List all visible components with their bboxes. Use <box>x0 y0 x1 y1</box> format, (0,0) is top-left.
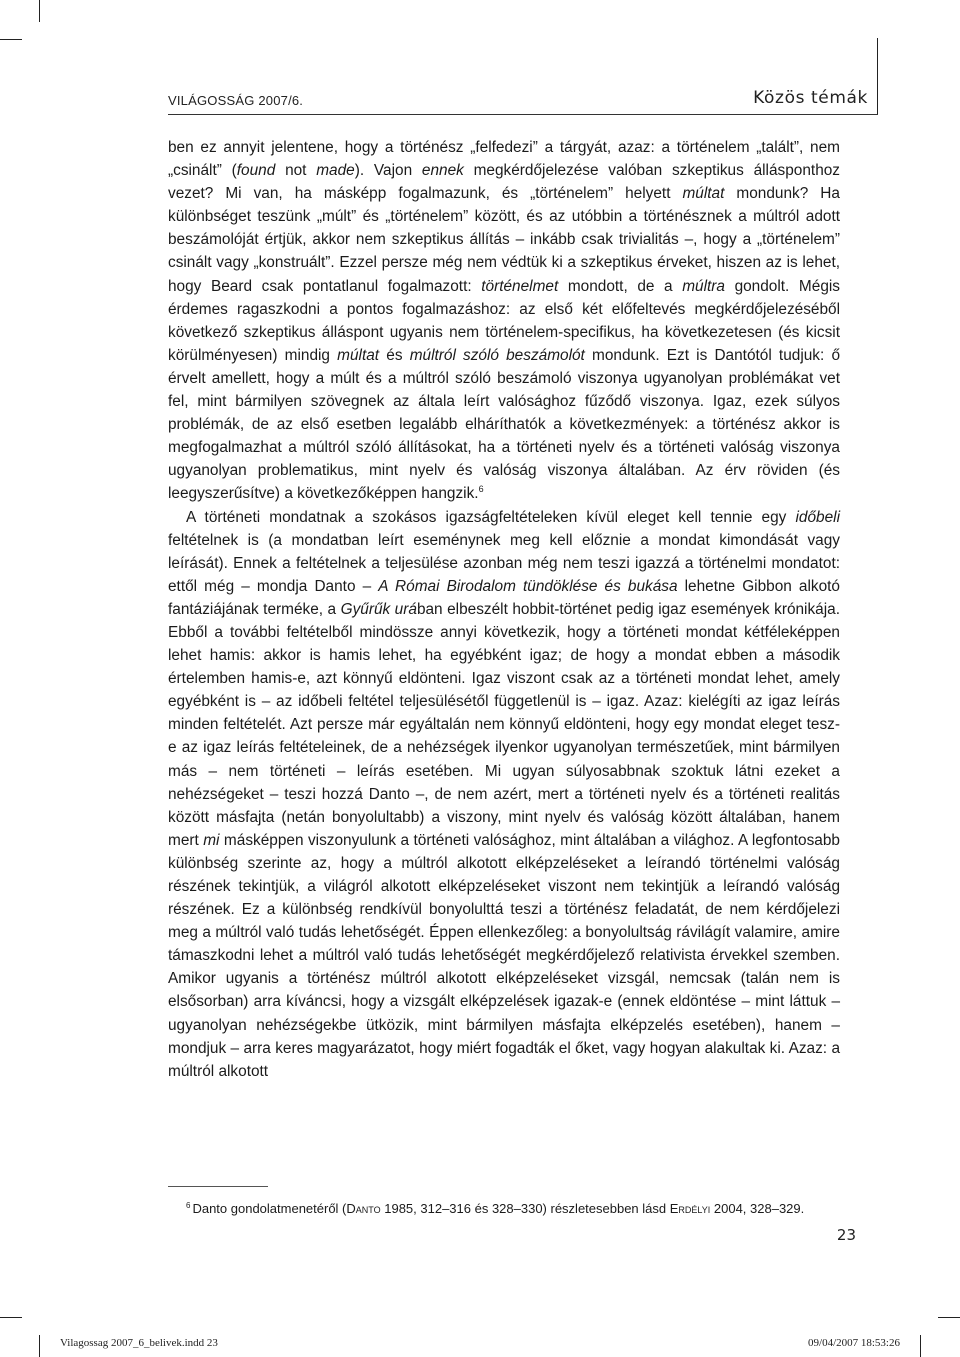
crop-mark <box>877 38 878 114</box>
footnote-number: 6 <box>186 1201 191 1210</box>
footnote-rule <box>168 1186 268 1187</box>
crop-mark <box>39 0 40 22</box>
running-head-journal: VILÁGOSSÁG 2007/6. <box>168 93 304 108</box>
footnote-reference[interactable]: 6 <box>478 484 484 495</box>
footnote: $^6$ Danto gondolatmenetéről (Danto 1985, 312–316 és 328–330) részletesebben lásd Erdélyi 2004, 328–329. <box>186 1201 805 1216</box>
crop-mark <box>0 1317 22 1318</box>
cited-author: Danto <box>346 1201 381 1216</box>
crop-mark <box>920 1335 921 1357</box>
header-rule <box>168 114 878 115</box>
page-number: 23 <box>836 1226 856 1244</box>
cited-author: Erdélyi <box>669 1201 711 1216</box>
paragraph: ben ez annyit jelentene, hogy a történész „felfedezi” a tárgyát, azaz: a történelem „talált”, nem „csinált” (found not made). Vajon ennek megkérdőjelezése valóban szkeptikus állásponthoz vezet? Mi van, ha másképp fogalmazunk, és „történelem” helyett múltat mondunk? Ha különbséget teszünk „múlt” és „történelem” között, és az utóbbin a történésznek a múltról adott beszámolóját értjük, akkor nem szkeptikus állítás – inkább csak trivialitás –, hogy a „történelem” csinált vagy „konstruált”. Ezzel persze még nem védtük ki a szkeptikus érveket, hiszen az is lehet, hogy Beard csak pontatlanul fogalmazott: történelmet mondott, de a múltra gondolt. Mégis érdemes ragaszkodni a pontos fogalmazáshoz: az első két előfeltevés megkérdőjelezéséből következő szkeptikus álláspont ugyanis nem történelem-specifikus, ha következetesen (és kicsit körülményesen) mindig múltat és múltról szóló beszámolót mondunk. Ezt is Dantótól tudjuk: ő érvelt amellett, hogy a múlt és a múltról szóló beszámoló viszonya ugyanolyan problémákat vet fel, mint bármilyen szövegnek az általa leírt valósághoz fűződő viszonya. Igaz, ezek súlyos problémák, de az első esetben legalább elháríthatók a következmények: a történész akkor is megfogalmazhat a múltról szóló állításokat, ha a történeti nyelv és a történeti valóság viszonya ugyanolyan problematikus, mint nyelv és valóság viszonya általában. Az érv röviden (és leegyszerűsítve) a következőképpen hangzik.$^6$ <box>168 139 841 503</box>
running-head-section: Közös témák <box>753 88 868 108</box>
paragraph: A történeti mondatnak a szokásos igazságfeltételeken kívül eleget kell tennie egy időbeli feltételnek is (a mondatban leírt eseménynek meg kell előznie a mondat kimondását vagy leírását). Ennek a feltételnek a teljesülése azonban még nem teszi igazzá a történelmi mondatot: ettől még – mondja Danto – A Római Birodalom tündöklése és bukása lehetne Gibbon alkotó fantáziájának terméke, a Gyűrűk urában elbeszélt hobbit-történet pedig igaz események krónikája. Ebből a további feltételből mindössze annyi következik, hogy a történeti mondat kétféleképpen lehet hamis: akkor is hamis lehet, ha egyébként igaz; de hogy a mondat ebben a második értelemben hamis-e, azt könnyű eldönteni. Igaz viszont csak az a történeti mondat lehet, amely egyébként is – az időbeli feltétel teljesülésétől függetlenül is – igaz. Azaz: kielégíti az igaz leírás minden feltételét. Azt persze már egyáltalán nem könnyű eldönteni, hogy egy mondat eleget tesz-e az igaz leírás feltételeinek, de a nehézségek ilyenkor ugyanolyan természetűek, mint bármilyen más – nem történeti – leírás esetében. Mi ugyan súlyosabbnak szoktuk látni ezeket a nehézségeket – teszi hozzá Danto –, de nem azért, mert a történeti nyelv és a történeti realitás között másfajta (netán bonyolultabb) a viszony, mint nyelv és valóság között általában, hanem mert mi másképpen viszonyulunk a történeti valósághoz, mint általában a világhoz. A legfontosabb különbség szerinte az, hogy a múltról alkotott elképzeléseket a leírandó történelmi valóság részének tekintjük, a világról alkotott elképzeléseket viszont nem tekintjük a leírandó valóság részének. Ez a különbség rendkívül bonyolulttá teszi a történész feladatát, de nem kérdőjelezi meg a múltról való tudás lehetőségét. Éppen ellenkezőleg: a bonyolultság rávilágít valamire, amire támaszkodni lehet a múltról való tudás lehetőségét megkérdőjelező relativista érvekkel szemben. Amikor ugyanis a történész múltról alkotott elképzeléseket vizsgál, nemcsak (talán nem is elsősorban) arra kíváncsi, hogy a vizsgált elképzelések igazak-e (ennek eldöntése – mint láttuk – ugyanolyan nehézségekbe ütközik, mint bármilyen másfajta elképzelés esetében), hanem – mondjuk – arra keres magyarázatot, hogy miért fogadták el őket, vagy hogyan alakultak ki. Azaz: a múltról alkotott <box>168 508 840 1080</box>
slug-datetime: 09/04/2007 18:53:26 <box>808 1337 900 1349</box>
crop-mark <box>938 1317 960 1318</box>
body-text <box>168 136 840 1083</box>
crop-mark <box>39 1335 40 1357</box>
crop-mark <box>0 39 22 40</box>
slug-filename: Vilagossag 2007_6_belivek.indd 23 <box>60 1337 218 1349</box>
